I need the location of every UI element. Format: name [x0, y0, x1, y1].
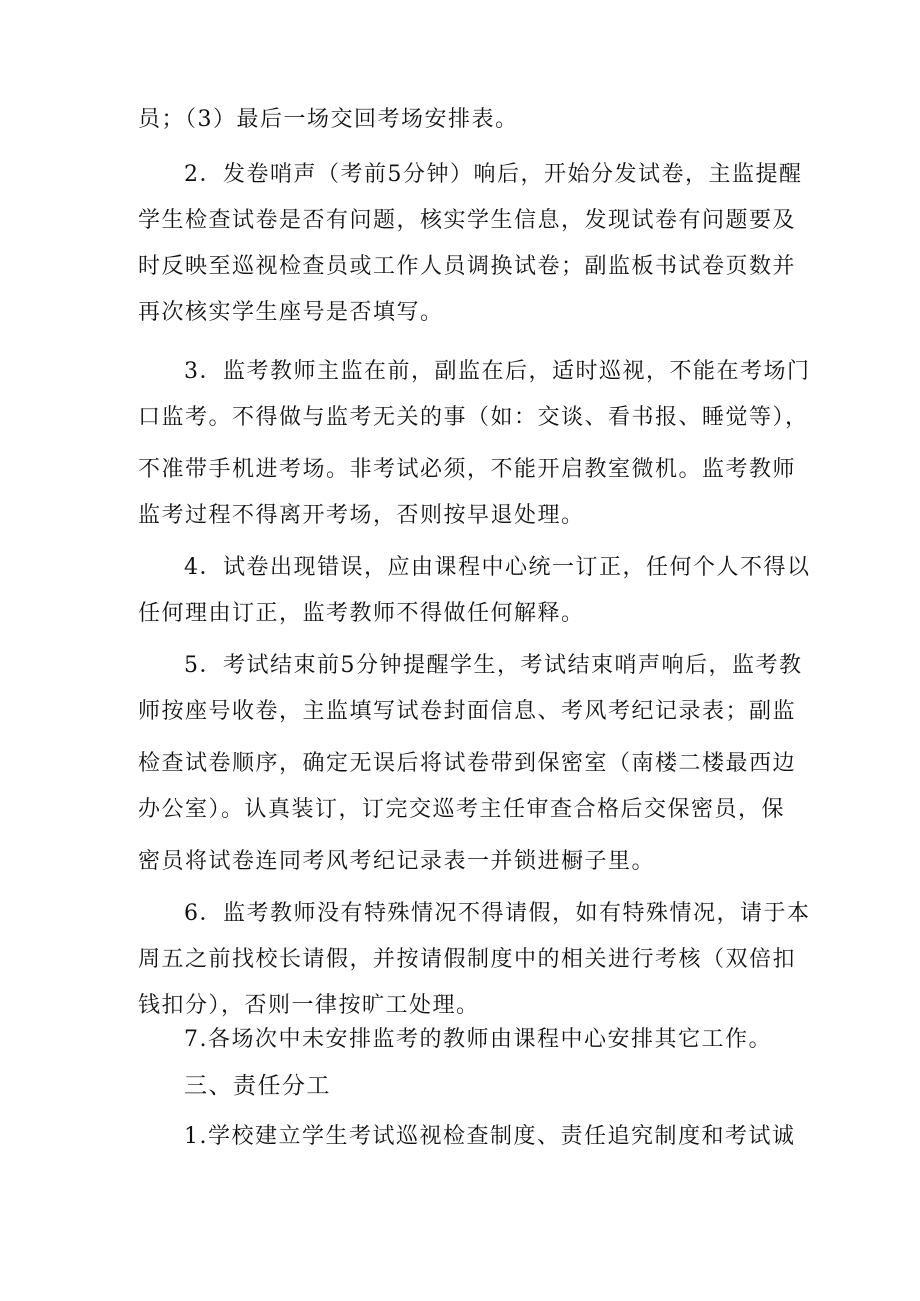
- text-line: 再次核实学生座号是否填写。: [138, 300, 444, 325]
- text-line: 时反映至巡视检查员或工作人员调换试卷；副监板书试卷页数并: [138, 254, 797, 279]
- text-line: 员；（3）最后一场交回考场安排表。: [138, 107, 519, 132]
- text-line: 不准带手机进考场。非考试必须，不能开启教室微机。监考教师: [138, 457, 797, 482]
- text-line: 密员将试卷连同考风考纪记录表一并锁进橱子里。: [138, 849, 656, 874]
- text-line: 任何理由订正，监考教师不得做任何解释。: [138, 601, 585, 626]
- text-line: 师按座号收卷，主监填写试卷封面信息、考风考纪记录表；副监: [138, 699, 797, 724]
- text-line: 1.学校建立学生考试巡视检查制度、责任追究制度和考试诚: [184, 1124, 796, 1149]
- text-line: 4．试卷出现错误，应由课程中心统一订正，任何个人不得以: [184, 555, 811, 580]
- text-line: 2．发卷哨声（考前5分钟）响后，开始分发试卷，主监提醒: [184, 162, 803, 187]
- text-line: 周五之前找校长请假，并按请假制度中的相关进行考核（双倍扣: [138, 947, 797, 972]
- text-line: 办公室）。认真装订，订完交巡考主任审查合格后交保密员，保: [138, 797, 786, 822]
- text-line: 监考过程不得离开考场，否则按早退处理。: [138, 503, 585, 528]
- text-line: 口监考。不得做与监考无关的事（如：交谈、看书报、睡觉等），: [138, 405, 809, 430]
- text-line: 6．监考教师没有特殊情况不得请假，如有特殊情况，请于本: [184, 901, 811, 926]
- text-line: 5．考试结束前5分钟提醒学生，考试结束哨声响后，监考教: [184, 653, 803, 678]
- text-line: 3．监考教师主监在前，副监在后，适时巡视，不能在考场门: [184, 359, 811, 384]
- text-line: 钱扣分），否则一律按旷工处理。: [138, 993, 480, 1018]
- text-line: 学生检查试卷是否有问题，核实学生信息，发现试卷有问题要及: [138, 208, 797, 233]
- text-line: 7.各场次中未安排监考的教师由课程中心安排其它工作。: [184, 1027, 772, 1052]
- section-heading: 三、责任分工: [184, 1073, 331, 1099]
- text-line: 检查试卷顺序，确定无误后将试卷带到保密室（南楼二楼最西边: [138, 751, 797, 776]
